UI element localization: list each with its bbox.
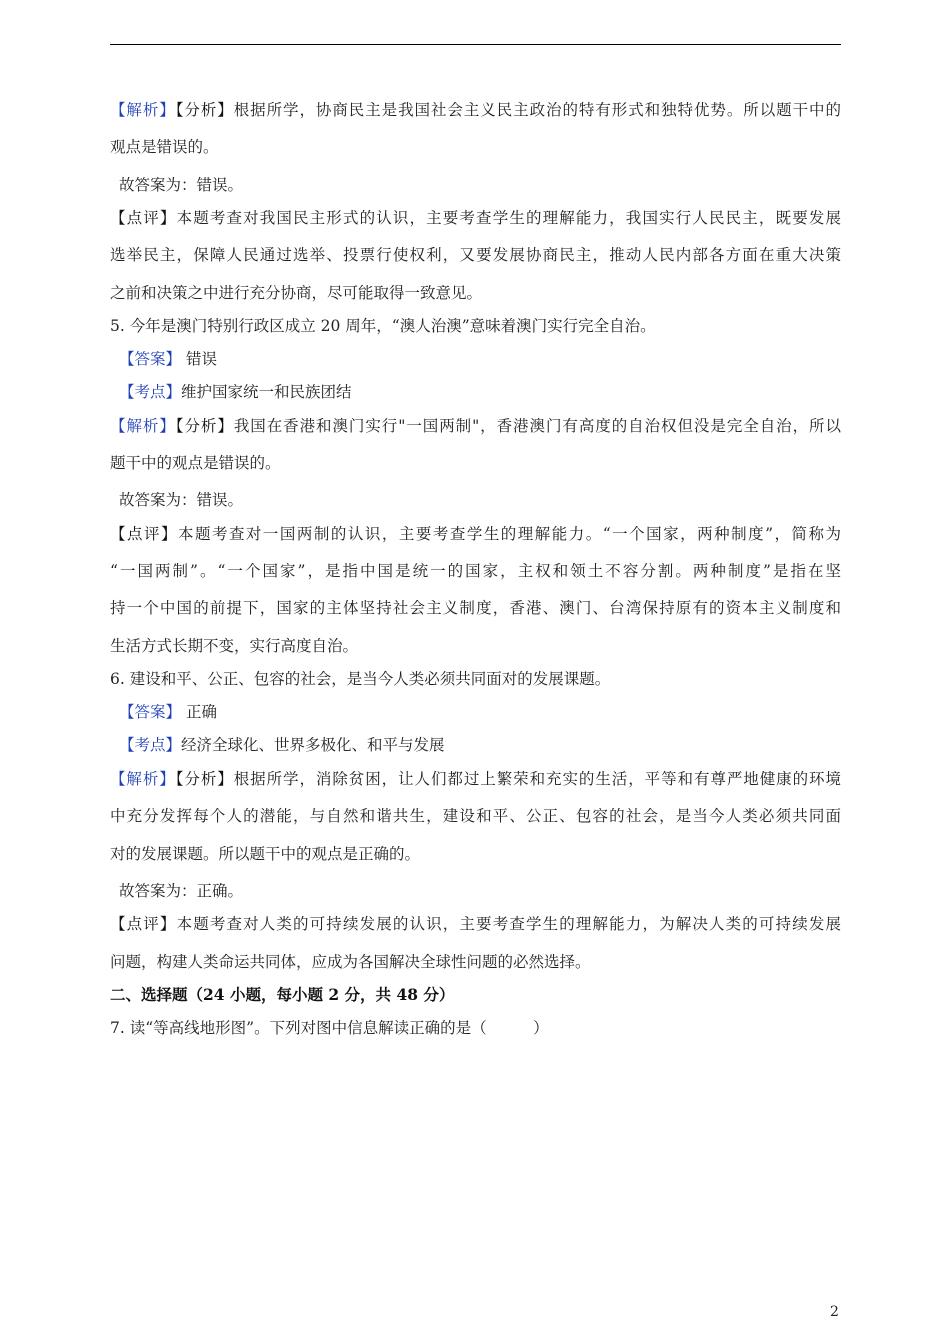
q6-answer: [119, 702, 841, 722]
point-text: 经济全球化、世界多极化、和平与发展: [181, 736, 445, 754]
answer-tag: 【答案】: [119, 350, 182, 368]
section-heading: 二、选择题（24 小题，每小题 2 分，共 48 分）: [110, 985, 455, 1004]
comment-tag: 【点评】: [110, 209, 177, 227]
point-tag: 【考点】: [119, 383, 182, 401]
q6-point: [119, 735, 841, 755]
q5-question: 5. 今年是澳门特别行政区成立 20 周年，“澳人治澳”意味着澳门实行完全自治。: [110, 317, 656, 335]
q5-comment-line-1: [110, 524, 841, 544]
analysis-sub-tag: 【分析】: [175, 770, 234, 788]
q6-analysis-line-1: [110, 769, 841, 789]
analysis-sub-tag: 【分析】: [175, 417, 234, 435]
point-text: 维护国家统一和民族团结: [181, 383, 352, 401]
analysis-tag: 【解析】: [110, 101, 176, 119]
page-number: 2: [830, 1304, 839, 1320]
analysis-tag: 【解析】: [110, 417, 176, 435]
q4-analysis-line-2: 观点是错误的。: [110, 138, 219, 156]
q4-conclusion: 故答案为：错误。: [119, 176, 244, 194]
q4-analysis-line-1: [110, 100, 841, 120]
q5-analysis-line-1: [110, 416, 841, 436]
q4-comment-line-2: 选举民主，保障人民通过选举、投票行使权利，又要发展协商民主，推动人民内部各方面在重大决策: [110, 246, 841, 264]
q5-answer: [119, 349, 841, 369]
comment-tag: 【点评】: [110, 915, 177, 933]
q6-conclusion: 故答案为：正确。: [119, 882, 244, 900]
q4-comment-line-3: 之前和决策之中进行充分协商，尽可能取得一致意见。: [110, 284, 483, 302]
q4-comment-line-1: [110, 208, 841, 228]
comment-text: 本题考查对我国民主形式的认识，主要考查学生的理解能力，我国实行人民民主，既要发展: [176, 209, 841, 227]
q5-comment-line-4: 生活方式长期不变，实行高度自治。: [110, 637, 359, 655]
q5-comment-line-3: 持一个中国的前提下，国家的主体坚持社会主义制度，香港、澳门、台湾保持原有的资本主义制度和: [110, 599, 841, 617]
analysis-text: 我国在香港和澳门实行"一国两制"，香港澳门有高度的自治权但没是完全自治，所以: [233, 417, 841, 435]
q5-conclusion: 故答案为：错误。: [119, 491, 244, 509]
analysis-text: 根据所学，协商民主是我国社会主义民主政治的特有形式和独特优势。所以题干中的: [233, 101, 841, 119]
q6-question: 6. 建设和平、公正、包容的社会，是当今人类必须共同面对的发展课题。: [110, 670, 611, 688]
q6-comment-line-2: 问题，构建人类命运共同体，应成为各国解决全球性问题的必然选择。: [110, 953, 591, 971]
q7-question: 7. 读“等高线地形图”。下列对图中信息解读正确的是（ ）: [110, 1019, 549, 1037]
analysis-text: 根据所学，消除贫困，让人们都过上繁荣和充实的生活，平等和有尊严地健康的环境: [233, 770, 841, 788]
answer-tag: 【答案】: [119, 703, 182, 721]
analysis-tag: 【解析】: [110, 770, 176, 788]
comment-text: 本题考查对人类的可持续发展的认识，主要考查学生的理解能力，为解决人类的可持续发展: [176, 915, 841, 933]
q5-analysis-line-2: 题干中的观点是错误的。: [110, 454, 281, 472]
answer-value: 正确: [185, 703, 217, 721]
analysis-sub-tag: 【分析】: [175, 101, 234, 119]
q6-comment-line-1: [110, 914, 841, 934]
q5-point: [119, 382, 841, 402]
comment-tag: 【点评】: [110, 525, 178, 543]
header-rule: [110, 44, 841, 45]
q6-analysis-line-3: 对的发展课题。所以题干中的观点是正确的。: [110, 845, 421, 863]
q5-comment-line-2: “一国两制”。“一个国家”，是指中国是统一的国家，主权和领土不容分割。两种制度”是指在坚: [110, 562, 841, 580]
q6-analysis-line-2: 中充分发挥每个人的潜能，与自然和谐共生，建设和平、公正、包容的社会，是当今人类必须共同面: [110, 807, 841, 825]
answer-value: 错误: [185, 350, 217, 368]
point-tag: 【考点】: [119, 736, 182, 754]
comment-text: 本题考查对一国两制的认识，主要考查学生的理解能力。“一个国家，两种制度”，简称为: [177, 525, 841, 543]
